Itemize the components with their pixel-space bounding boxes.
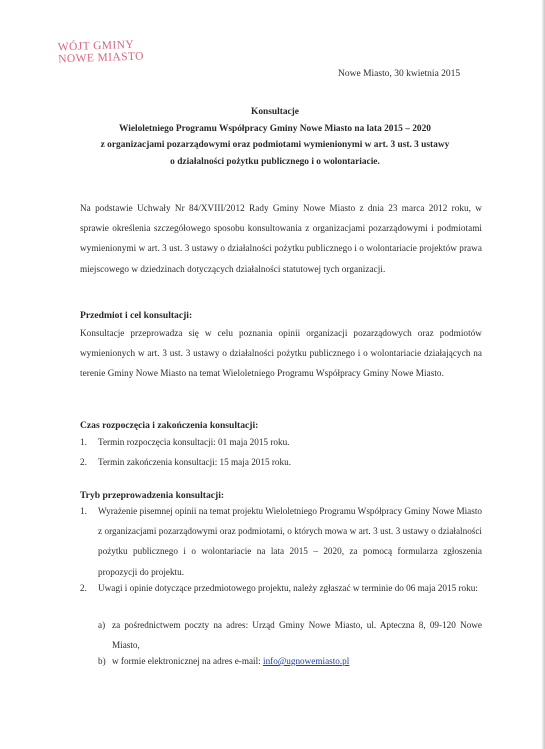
section-procedure-title: Tryb przeprowadzenia konsultacji:	[80, 490, 225, 501]
sub-item-text-wrap	[112, 651, 482, 671]
stamp-line-1: WÓJT GMINY	[57, 38, 135, 54]
list-item	[80, 432, 482, 452]
title-line-4: o działalności pożytku publicznego i o wolontariacie.	[170, 156, 380, 167]
document-date: Nowe Miasto, 30 kwietnia 2015	[338, 69, 461, 79]
stamp-line-2: NOWE MIASTO	[58, 50, 145, 66]
intro-paragraph: Na podstawie Uchwały Nr 84/XVIII/2012 Rady Gminy Nowe Miasto z dnia 23 marca 2012 roku, w sprawie określenia szczegółowego sposobu konsultowania z organizacjami pozarządowymi i podmiotami wymienionymi w art. 3 ust. 3 ustawy o działalności pożytku publicznego i o wolontariacie projektów prawa miejscowego w dziedzinach dotyczących działalności statutowej tych organizacji.	[80, 203, 482, 274]
list-item-number: 1.	[80, 437, 87, 447]
section-subject-text: Konsultacje przeprowadza się w celu poznania opinii organizacji pozarządowych oraz podmiotów wymienionych w art. 3 ust. 3 ustawy o działalności pożytku publicznego i o wolontariacie działających na terenie Gminy Nowe Miasto na temat Wieloletniego Programu Współpracy Gminy Nowe Miasto.	[80, 328, 482, 379]
section-subject-title: Przedmiot i cel konsultacji:	[80, 310, 193, 321]
list-item-number: 1.	[80, 506, 87, 516]
document-title	[40, 104, 510, 170]
email-link[interactable]: info@ugnowemiasto.pl	[263, 656, 350, 666]
sub-list-item	[98, 651, 482, 671]
sub-item-letter: b)	[98, 656, 106, 666]
list-item-text: Termin rozpoczęcia konsultacji: 01 maja 2015 roku.	[98, 437, 290, 447]
sub-item-letter: a)	[98, 620, 106, 630]
list-item	[80, 578, 482, 598]
title-line-3: z organizacjami pozarządowymi oraz podmiotami wymienionymi w art. 3 ust. 3 ustawy	[100, 140, 450, 150]
list-item-number: 2.	[80, 583, 87, 593]
section-time-title: Czas rozpoczęcia i zakończenia konsultacji:	[80, 420, 259, 431]
list-item-text: Uwagi i opinie dotyczące przedmiotowego projektu, należy zgłaszać w terminie do 06 maja 2015 roku:	[98, 583, 478, 593]
list-item	[80, 501, 482, 582]
list-item-text: Termin zakończenia konsultacji: 15 maja 2015 roku.	[98, 457, 291, 467]
sub-list-item	[98, 615, 482, 655]
list-item-number: 2.	[80, 457, 87, 467]
title-line-2: Wieloletniego Programu Współpracy Gminy Nowe Miasto na lata 2015 – 2020	[119, 123, 431, 134]
list-item-text: Wyrażenie pisemnej opinii na temat projektu Wieloletniego Programu Współpracy Gminy Nowe Miasto z organizacjami pozarządowymi oraz podmiotami, o których mowa w art. 3 ust. 3 ustawy o działalności pożytku publicznego i o wolontariacie na lata 2015 – 2020, za pomocą formularza zgłoszenia propozycji do projektu.	[98, 506, 482, 577]
sub-item-text: w formie elektronicznej na adres e-mail:	[112, 656, 264, 666]
title-line-1: Konsultacje	[251, 107, 299, 117]
list-item	[80, 452, 482, 472]
official-stamp	[58, 39, 144, 66]
sub-item-text: za pośrednictwem poczty na adres: Urząd Gminy Nowe Miasto, ul. Apteczna 8, 09-120 Nowe Miasto,	[112, 620, 482, 651]
